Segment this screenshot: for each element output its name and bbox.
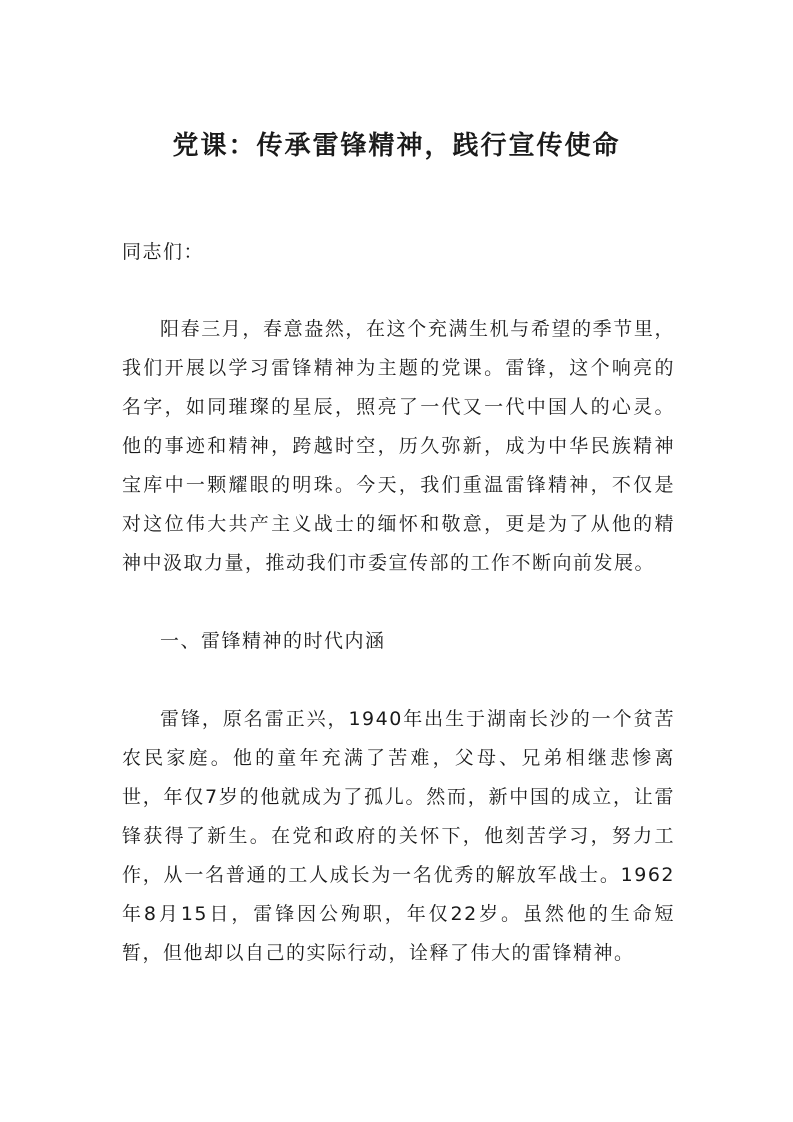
paragraph-biography: 雷锋，原名雷正兴，1940年出生于湖南长沙的一个贫苦农民家庭。他的童年充满了苦难，父母、兄弟相继悲惨离世，年仅7岁的他就成为了孤儿。然而，新中国的成立，让雷锋获得了新生。在党和政府的关怀下，他刻苦学习，努力工作，从一名普通的工人成长为一名优秀的解放军战士。1962年8月15日，雷锋因公殉职，年仅22岁。虽然他的生命短暂，但他却以自己的实际行动，诠释了伟大的雷锋精神。 (122, 708, 675, 964)
greeting: 同志们： (122, 241, 205, 263)
document-body (122, 233, 675, 973)
document-title: 党课：传承雷锋精神，践行宣传使命 (172, 131, 621, 161)
paragraph-intro: 阳春三月，春意盎然，在这个充满生机与希望的季节里，我们开展以学习雷锋精神为主题的党课。雷锋，这个响亮的名字，如同璀璨的星辰，照亮了一代又一代中国人的心灵。他的事迹和精神，跨越时空，历久弥新，成为中华民族精神宝库中一颗耀眼的明珠。今天，我们重温雷锋精神，不仅是对这位伟大共产主义战士的缅怀和敬意，更是为了从他的精神中汲取力量，推动我们市委宣传部的工作不断向前发展。 (122, 318, 675, 574)
section-heading: 一、雷锋精神的时代内涵 (160, 630, 386, 652)
